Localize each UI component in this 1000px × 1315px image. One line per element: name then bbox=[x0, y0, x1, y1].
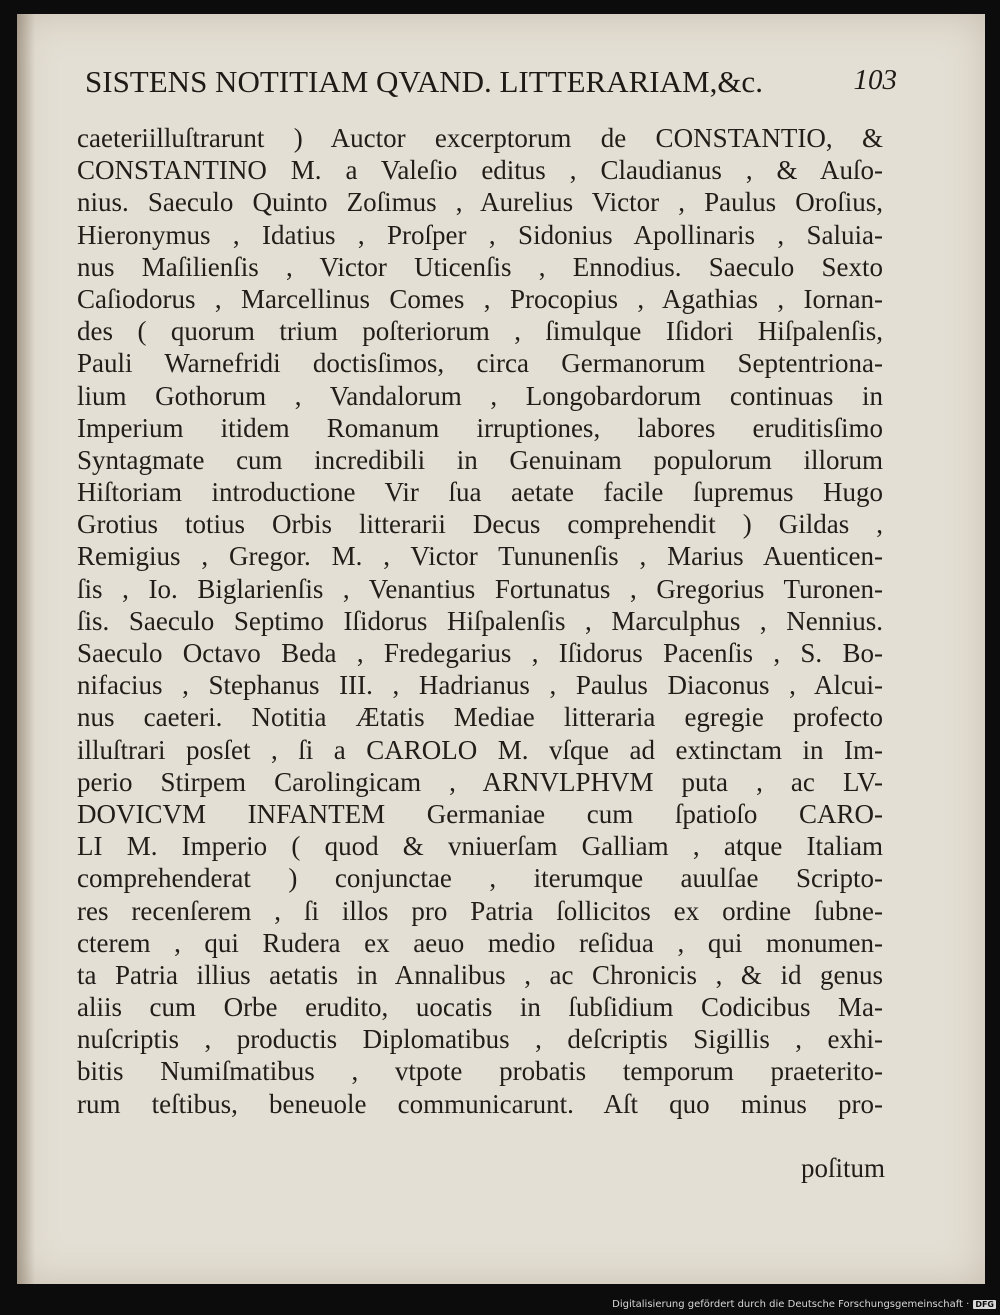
text-line: DOVICVM INFANTEM Germaniae cum ſpatioſo CARO- bbox=[77, 798, 883, 829]
text-line: ſis , Io. Biglarienſis , Venantius Fortunatus , Gregorius Turonen- bbox=[77, 573, 883, 604]
text-line: res recenſerem , ſi illos pro Patria ſollicitos ex ordine ſubne- bbox=[77, 895, 883, 926]
text-line: nuſcriptis , productis Diplomatibus , deſcriptis Sigillis , exhi- bbox=[77, 1024, 883, 1055]
text-line: ta Patria illius aetatis in Annalibus , ac Chronicis , & id genus bbox=[77, 959, 883, 990]
text-line: nifacius , Stephanus III. , Hadrianus , Paulus Diaconus , Alcui- bbox=[77, 670, 883, 701]
text-line: lium Gothorum , Vandalorum , Longobardorum continuas in bbox=[77, 380, 883, 411]
text-line: Saeculo Octavo Beda , Fredegarius , Iſidorus Pacenſis , S. Bo- bbox=[77, 638, 883, 668]
text-line: des ( quorum trium poſteriorum , ſimulque Iſidori Hiſpalenſis, bbox=[77, 316, 883, 347]
text-line: caeteriilluſtrarunt ) Auctor excerptorum de CONSTANTIO, & bbox=[77, 123, 883, 153]
header-title: SISTENS NOTITIAM QVAND. LITTERARIAM,&c. bbox=[85, 64, 763, 99]
text-line: illuſtrari posſet , ſi a CAROLO M. vſque ad extinctam in Im- bbox=[77, 734, 883, 765]
text-line: Syntagmate cum incredibili in Genuinam populorum illorum bbox=[77, 444, 883, 475]
page-number: 103 bbox=[853, 64, 897, 96]
dfg-logo-icon: DFG bbox=[975, 1299, 994, 1309]
text-line: Imperium itidem Romanum irruptiones, labores eruditisſimo bbox=[77, 412, 883, 443]
running-header bbox=[85, 64, 897, 100]
text-line: Caſiodorus , Marcellinus Comes , Procopius , Agathias , Iornan- bbox=[77, 283, 883, 314]
text-line: Remigius , Gregor. M. , Victor Tununenſis , Marius Auenticen- bbox=[77, 541, 883, 572]
text-line: nus Maſilienſis , Victor Uticenſis , Ennodius. Saeculo Sexto bbox=[77, 251, 883, 282]
text-line: nus caeteri. Notitia Ætatis Mediae litteraria egregie profecto bbox=[77, 702, 883, 733]
text-line: perio Stirpem Carolingicam , ARNVLPHVM puta , ac LV- bbox=[77, 766, 883, 797]
text-line: LI M. Imperio ( quod & vniuerſam Galliam , atque Italiam bbox=[77, 831, 883, 862]
text-line: bitis Numiſmatibus , vtpote probatis temporum praeterito- bbox=[77, 1056, 883, 1087]
text-line: Hiſtoriam introductione Vir ſua aetate facile ſupremus Hugo bbox=[77, 477, 883, 508]
text-line: CONSTANTINO M. a Valeſio editus , Claudianus , & Auſo- bbox=[77, 155, 883, 186]
text-line: ſis. Saeculo Septimo Iſidorus Hiſpalenſis , Marculphus , Nennius. bbox=[77, 605, 883, 636]
body-text bbox=[77, 122, 883, 1120]
text-line: rum teſtibus, beneuole communicarunt. Aſt quo minus pro- bbox=[77, 1088, 883, 1119]
text-line: nius. Saeculo Quinto Zoſimus , Aurelius Victor , Paulus Oroſius, bbox=[77, 187, 883, 218]
footer-credit bbox=[600, 1297, 996, 1311]
text-line: cterem , qui Rudera ex aeuo medio reſidua , qui monumen- bbox=[77, 927, 883, 958]
catchword: poſitum bbox=[800, 1153, 885, 1183]
spine-shadow bbox=[17, 14, 35, 1284]
text-line: comprehenderat ) conjunctae , iterumque auulſae Scripto- bbox=[77, 863, 883, 894]
text-line: aliis cum Orbe erudito, uocatis in ſubſidium Codicibus Ma- bbox=[77, 992, 883, 1023]
text-line: Grotius totius Orbis litterarii Decus comprehendit ) Gildas , bbox=[77, 509, 883, 540]
text-line: Pauli Warnefridi doctisſimos, circa Germanorum Septentriona- bbox=[77, 348, 883, 379]
footer-text: Digitalisierung gefördert durch die Deutsche Forschungsgemeinschaft · bbox=[612, 1298, 970, 1310]
text-line: Hieronymus , Idatius , Proſper , Sidonius Apollinaris , Saluia- bbox=[77, 219, 883, 250]
